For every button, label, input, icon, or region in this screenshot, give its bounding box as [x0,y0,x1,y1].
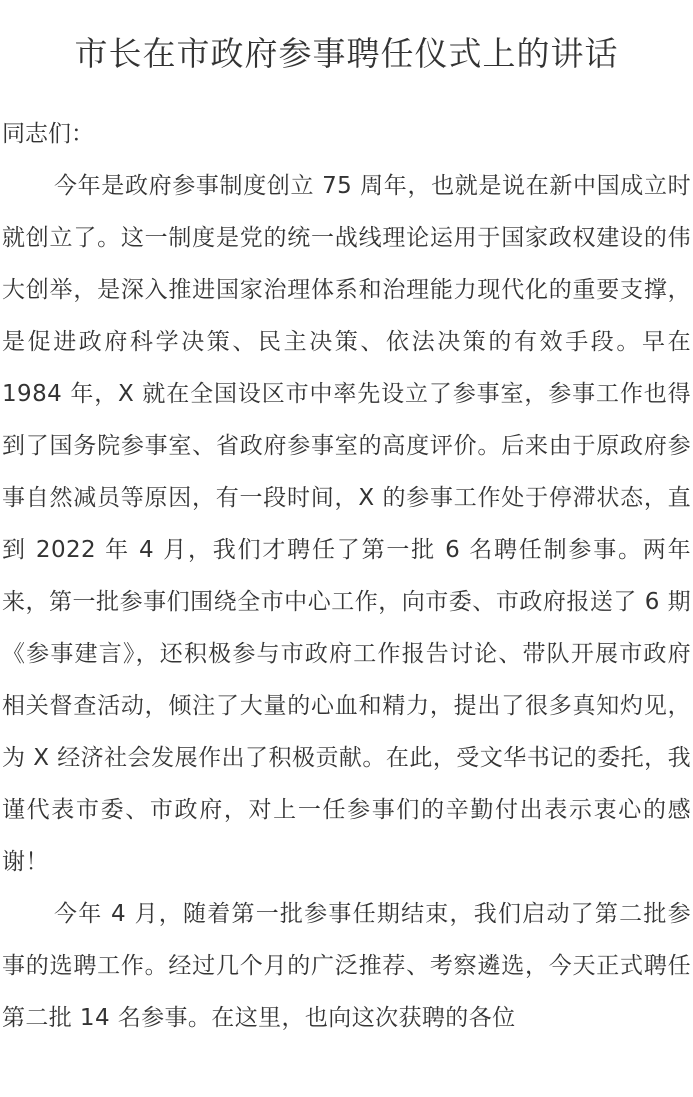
paragraph-2: 今年 4 月，随着第一批参事任期结束，我们启动了第二批参事的选聘工作。经过几个月的广泛推荐、考察遴选，今天正式聘任第二批 14 名参事。在这里，也向这次获聘的各位 [2,901,691,1031]
document-title: 市长在市政府参事聘任仪式上的讲话 [74,34,619,73]
paragraph-1: 今年是政府参事制度创立 75 周年，也就是说在新中国成立时就创立了。这一制度是党的统一战线理论运用于国家政权建设的伟大创举，是深入推进国家治理体系和治理能力现代化的重要支撑，是促进政府科学决策、民主决策、依法决策的有效手段。早在 1984 年，X 就在全国设区市中率先设立了参事室，参事工作也得到了国务院参事室、省政府参事室的高度评价。后来由于原政府参事自然减员等原因，有一段时间，X 的参事工作处于停滞状态，直到 2022 年 4 月，我们才聘任了第一批 6 名聘任制参事。两年来，第一批参事们围绕全市中心工作，向市委、市政府报送了 6 期《参事建言》，还积极参与市政府工作报告讨论、带队开展市政府相关督查活动，倾注了大量的心血和精力，提出了很多真知灼见，为 X 经济社会发展作出了积极贡献。在此，受文华书记的委托，我谨代表市委、市政府，对上一任参事们的辛勤付出表示衷心的感谢！ [2,173,691,875]
greeting: 同志们： [2,121,94,147]
